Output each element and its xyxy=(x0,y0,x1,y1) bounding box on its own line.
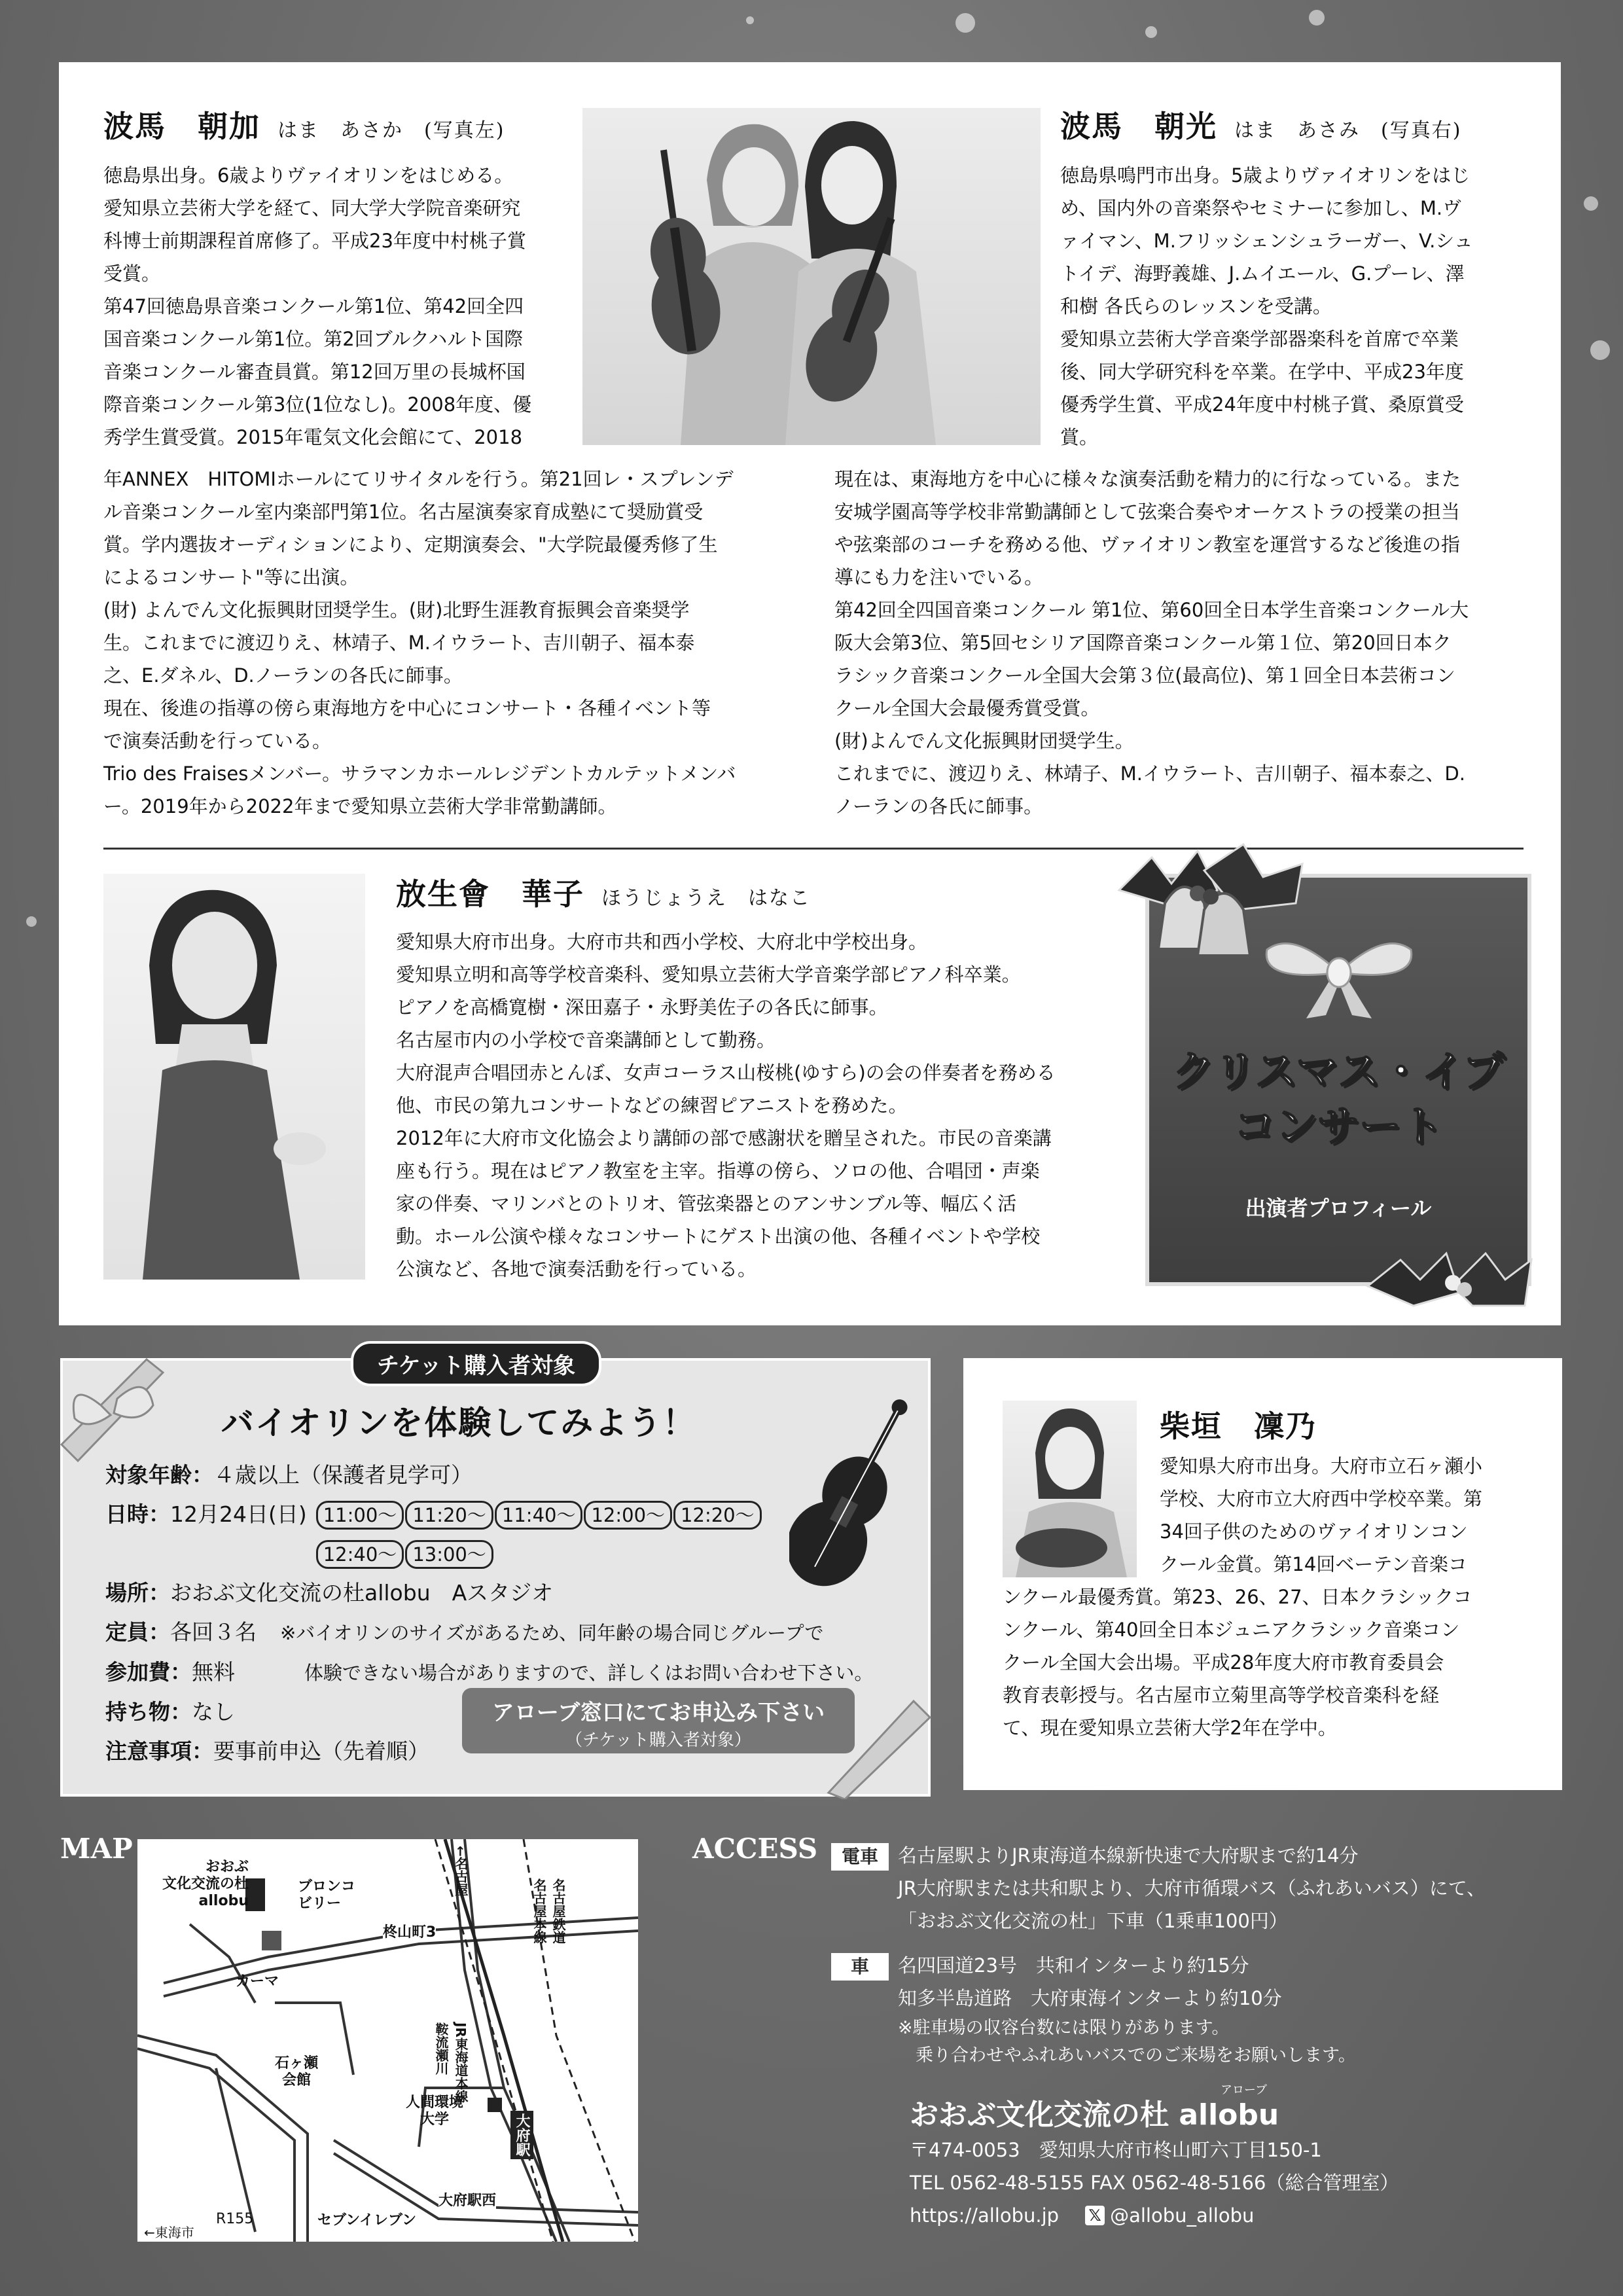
bio-line: ァイマン、M.フリッシェンシュラーガー、V.シュ xyxy=(1060,230,1473,252)
bio-line: 阪大会第3位、第5回セシリア国際音楽コンクール第１位、第20回日本ク xyxy=(834,632,1452,654)
bio-line: 学校、大府市立大府西中学校卒業。第 xyxy=(1160,1488,1483,1510)
time-slot: 12:20〜 xyxy=(673,1501,762,1530)
bio-line: 受賞。 xyxy=(103,262,161,285)
access-section xyxy=(831,1839,1584,2232)
bokeh-light xyxy=(1309,10,1325,26)
bio-line: 徳島県出身。6歳よりヴァイオリンをはじめる。 xyxy=(103,164,514,187)
access-train xyxy=(831,1839,1584,1937)
time-slot: 12:00〜 xyxy=(584,1501,672,1530)
time-slot: 13:00〜 xyxy=(405,1540,493,1569)
train-tag: 電車 xyxy=(831,1843,889,1871)
map-label-obu-west: 大府駅西 xyxy=(438,2189,496,2210)
access-heading: ACCESS xyxy=(692,1833,818,1865)
map-label-kama: カーマ xyxy=(236,1973,279,1990)
bio-line: 愛知県大府市出身。大府市共和西小学校、大府北中学校出身。 xyxy=(396,931,928,953)
bio-line: 現在、後進の指導の傍ら東海地方を中心にコンサート・各種イベント等 xyxy=(103,697,711,719)
profile-bio-continued xyxy=(1003,1581,1552,1744)
venue-info xyxy=(910,2084,1584,2232)
venue-address: 〒474-0053 愛知県大府市柊山町六丁目150-1 xyxy=(910,2139,1322,2161)
train-line: 名古屋駅よりJR東海道本線新快速で大府駅まで約14分 xyxy=(898,1844,1359,1867)
bio-line: 愛知県大府市出身。大府市立石ヶ瀬小 xyxy=(1160,1455,1483,1477)
bio-line: 教育表彰授与。名古屋市立菊里高等学校音楽科を経 xyxy=(1003,1684,1440,1706)
violin-trial-box xyxy=(60,1353,931,1797)
bio-line: ンクール、第40回全日本ジュニアクラシック音楽コン xyxy=(1003,1619,1460,1641)
bio-line: 動。ホール公演や様々なコンサートにゲスト出演の他、各種イベントや学校 xyxy=(396,1225,1041,1247)
trial-title: バイオリンを体験してみよう！ xyxy=(221,1404,697,1442)
bio-line: 科博士前期課程首席修了。平成23年度中村桃子賞 xyxy=(103,230,526,252)
apply-line2: （チケット購入者対象） xyxy=(565,1731,751,1750)
map-label-nagoya: ←名古屋 xyxy=(453,1846,469,1896)
bio-line: や弦楽部のコーチを務める他、ヴァイオリン教室を運営するなど後進の指 xyxy=(834,533,1460,556)
map-label-tokai: ←東海市 xyxy=(144,2225,194,2240)
bio-line: ンクール最優秀賞。第23、26、27、日本クラシックコ xyxy=(1003,1586,1472,1608)
capacity-note-2: 体験できない場合がありますので、詳しくはお問い合わせ下さい。 xyxy=(304,1662,874,1684)
profile-name: 波馬 朝加 はま あさか (写真左) xyxy=(103,109,505,144)
rino-photo xyxy=(1003,1401,1137,1577)
bio-line: て、現在愛知県立芸術大学2年在学中。 xyxy=(1003,1717,1337,1739)
trial-items: 持ち物：なし xyxy=(105,1699,235,1725)
train-line: JR大府駅または共和駅より、大府市循環バス（ふれあいバス）にて、 xyxy=(898,1877,1486,1899)
profile-bio xyxy=(1060,159,1544,454)
bio-line: (財)よんでん文化振興財団奨学生。 xyxy=(834,730,1134,752)
ribbon-corner-icon xyxy=(815,1688,933,1799)
bio-line: め、国内外の音楽祭やセミナーに参加し、M.ヴ xyxy=(1060,197,1462,219)
bio-line: 2012年に大府市文化協会より講師の部で感謝状を贈呈された。市民の音楽講 xyxy=(396,1127,1052,1149)
time-slot: 12:40〜 xyxy=(316,1540,404,1569)
bio-line: 34回子供のためのヴァイオリンコン xyxy=(1160,1520,1468,1543)
x-account-link[interactable]: @allobu_allobu xyxy=(1110,2204,1255,2227)
bio-line: ー。2019年から2022年まで愛知県立芸術大学非常勤講師。 xyxy=(103,795,617,817)
bio-line: ラシック音楽コンクール全国大会第３位(最高位)、第１回全日本芸術コン xyxy=(834,664,1455,687)
time-slot: 11:00〜 xyxy=(316,1501,404,1530)
profile-bio xyxy=(1160,1450,1552,1581)
bio-line: Trio des Fraisesメンバー。サラマンカホールレジデントカルテットメンバ xyxy=(103,762,736,785)
map-label-seven: セブンイレブン xyxy=(317,2209,416,2229)
access-car xyxy=(831,1949,1584,2070)
map-label-obu-station: 大府駅 xyxy=(510,2111,533,2159)
bio-line: 愛知県立芸術大学を経て、同大学大学院音楽研究 xyxy=(103,197,521,219)
venue-ruby: アローブ xyxy=(1221,2083,1268,2097)
map-label-ningen: 人間環境 大学 xyxy=(406,2094,464,2128)
profile-hanako xyxy=(396,870,1168,1285)
bio-line: によるコンサート"等に出演。 xyxy=(103,566,359,588)
bio-line: クール全国大会最優秀賞受賞。 xyxy=(834,697,1100,719)
bio-line: ノーランの各氏に師事。 xyxy=(834,795,1043,817)
capacity-note: ※バイオリンのサイズがあるため、同年齢の場合同じグループで xyxy=(280,1622,824,1644)
profile-kana: ほうじょうえ はなこ xyxy=(601,887,811,910)
card-title xyxy=(1149,1045,1527,1155)
map-label-jr: JR東海道本線 xyxy=(453,2022,469,2103)
profiles-panel xyxy=(59,62,1561,1325)
venue-links xyxy=(910,2199,1584,2232)
card-title-line1: クリスマス・イブ xyxy=(1172,1048,1505,1096)
trial-place: 場所：おおぶ文化交流の杜allobu Aスタジオ xyxy=(105,1580,554,1605)
profile-bio xyxy=(103,159,627,454)
bio-line: 後、同大学研究科を卒業。在学中、平成23年度 xyxy=(1060,361,1464,383)
bio-line: 際音楽コンクール第3位(1位なし)。2008年度、優 xyxy=(103,393,532,416)
trial-age: 対象年齢：４歳以上（保護者見学可） xyxy=(105,1462,473,1488)
bio-line: クール全国大会出場。平成28年度大府市教育委員会 xyxy=(1003,1651,1444,1674)
car-line: 名四国道23号 共和インターより約15分 xyxy=(898,1954,1249,1977)
train-line: 「おおぶ文化交流の杜」下車（1乗車100円） xyxy=(898,1910,1288,1932)
trial-date: 日時：12月24日(日) 11:00〜 11:20〜 11:40〜 12:00〜 12:20〜12:40〜 13:00〜 xyxy=(105,1495,917,1573)
bio-line: 生。これまでに渡辺りえ、林靖子、M.イウラート、吉川朝子、福本泰 xyxy=(103,632,695,654)
card-title-line2: コンサート xyxy=(1234,1103,1443,1151)
bio-line: 年ANNEX HITOMIホールにてリサイタルを行う。第21回レ・スプレンデ xyxy=(103,468,734,490)
rino-profile-panel xyxy=(963,1358,1562,1790)
bio-line: 徳島県鳴門市出身。5歳よりヴァイオリンをはじ xyxy=(1060,164,1471,187)
map-label-meitetsu: 名古屋鉄道 名古屋本線 xyxy=(531,1878,566,1944)
time-slot: 11:20〜 xyxy=(405,1501,493,1530)
holly-leaves-icon xyxy=(1361,1227,1544,1319)
holly-bell-icon xyxy=(1106,831,1329,982)
bokeh-light xyxy=(1584,196,1598,211)
car-line: 知多半島道路 大府東海インターより約10分 xyxy=(898,1987,1282,2009)
bio-line: 現在は、東海地方を中心に様々な演奏活動を精力的に行なっている。また xyxy=(834,468,1461,490)
profile-name: 柴垣 凜乃 xyxy=(1160,1408,1317,1444)
website-link[interactable]: https://allobu.jp xyxy=(910,2204,1060,2227)
bio-line: 和樹 各氏らのレッスンを受講。 xyxy=(1060,295,1332,317)
bio-line: 大府混声合唱団赤とんぼ、女声コーラス山桜桃(ゆすら)の会の伴奏者を務める xyxy=(396,1062,1056,1084)
bio-line: 他、市民の第九コンサートなどの練習ピアニストを務めた。 xyxy=(396,1094,908,1117)
access-map xyxy=(137,1839,638,2242)
profile-asaka-bio-continued xyxy=(103,463,856,823)
profile-name: 放生會 華子 ほうじょうえ はなこ xyxy=(396,876,811,912)
profile-name: 波馬 朝光 はま あさみ (写真右) xyxy=(1060,109,1462,144)
time-slots xyxy=(316,1495,800,1573)
bio-line: ル音楽コンクール室内楽部門第1位。名古屋演奏家育成塾にて奨励賞受 xyxy=(103,501,704,523)
profile-kana: はま あさか (写真左) xyxy=(277,119,505,142)
ribbon-corner-icon xyxy=(55,1353,173,1464)
bio-line: 音楽コンクール審査員賞。第12回万里の長城杯国 xyxy=(103,361,526,383)
venue-tel: TEL 0562-48-5155 FAX 0562-48-5166（総合管理室） xyxy=(910,2172,1399,2194)
bio-line: (財) よんでん文化振興財団奨学生。(財)北野生涯教育振興会音楽奨学 xyxy=(103,599,690,621)
bio-line: 公演など、各地で演奏活動を行っている。 xyxy=(396,1258,757,1280)
bio-line: これまでに、渡辺りえ、林靖子、M.イウラート、吉川朝子、福本泰之、D. xyxy=(834,762,1465,785)
map-label-bronco: ブロンコ ビリー xyxy=(298,1878,356,1912)
bio-line: 家の伴奏、マリンバとのトリオ、管弦楽器とのアンサンブル等、幅広く活 xyxy=(396,1193,1017,1215)
venue-name: おおぶ文化交流の杜 allobu xyxy=(910,2098,1279,2132)
bio-line: 賞。学内選抜オーディションにより、定期演奏会、"大学院最優秀修了生 xyxy=(103,533,718,556)
map-heading: MAP xyxy=(60,1833,133,1865)
profile-kana: はま あさみ (写真右) xyxy=(1234,119,1462,142)
map-label-kyoryu: 鞍流瀬川 xyxy=(433,2022,449,2075)
bio-line: 国音楽コンクール第1位。第2回ブルクハルト国際 xyxy=(103,328,524,350)
map-label-venue: おおぶ 文化交流の杜 allobu xyxy=(162,1859,249,1909)
profile-asami-bio-continued xyxy=(834,463,1548,823)
bio-line: 名古屋市内の小学校で音楽講師として勤務。 xyxy=(396,1029,776,1051)
card-subtitle: 出演者プロフィール xyxy=(1245,1196,1432,1221)
bio-line: 之、E.ダネル、D.ノーランの各氏に師事。 xyxy=(103,664,463,687)
bio-line: ピアノを高橋寛樹・深田嘉子・永野美佐子の各氏に師事。 xyxy=(396,996,888,1018)
bokeh-light xyxy=(1590,340,1610,360)
bio-line: で演奏活動を行っている。 xyxy=(103,730,332,752)
trial-capacity: 定員：各回３名 ※バイオリンのサイズがあるため、同年齢の場合同じグループで xyxy=(105,1619,824,1645)
bio-line: 導にも力を注いでいる。 xyxy=(834,566,1044,588)
map-label-ishigase: 石ヶ瀬 会館 xyxy=(275,2055,319,2089)
profile-asami xyxy=(1060,103,1544,454)
bio-line: 第47回徳島県音楽コンクール第1位、第42回全四 xyxy=(103,295,524,317)
bio-line: 安城学園高等学校非常勤講師として弦楽合奏やオーケストラの授業の担当 xyxy=(834,501,1460,523)
bio-line: 優秀学生賞、平成24年度中村桃子賞、桑原賞受 xyxy=(1060,393,1464,416)
bokeh-light xyxy=(26,916,37,927)
bio-line: 秀学生賞受賞。2015年電気文化会館にて、2018 xyxy=(103,426,523,448)
bokeh-light xyxy=(746,16,754,24)
profile-bio xyxy=(396,925,1168,1285)
map-label-r155: R155 xyxy=(216,2211,254,2227)
map-label-masuyama: 柊山町3 xyxy=(383,1921,436,1941)
apply-button[interactable] xyxy=(462,1688,855,1753)
bokeh-light xyxy=(955,13,975,33)
bio-line: トイデ、海野義雄、J.ムイエール、G.プーレ、澤 xyxy=(1060,262,1465,285)
bio-line: 愛知県立芸術大学音楽学部器楽科を首席で卒業 xyxy=(1060,328,1459,350)
profile-asaka xyxy=(103,103,627,454)
bio-line: 愛知県立明和高等学校音楽科、愛知県立芸術大学音楽学部ピアノ科卒業。 xyxy=(396,963,1021,986)
trial-notice: 注意事項：要事前申込（先着順） xyxy=(105,1738,429,1764)
car-line: ※駐車場の収容台数には限りがあります。 xyxy=(898,2018,1230,2038)
bio-line: 第42回全四国音楽コンクール 第1位、第60回全日本学生音楽コンクール大 xyxy=(834,599,1469,621)
apply-line1: アローブ窓口にてお申込み下さい xyxy=(491,1700,825,1726)
bio-line: 賞。 xyxy=(1060,426,1099,448)
bio-line: クール金賞。第14回ベーテン音楽コ xyxy=(1160,1553,1467,1575)
car-tag: 車 xyxy=(831,1953,889,1981)
time-slot: 11:40〜 xyxy=(495,1501,583,1530)
trial-badge: チケット購入者対象 xyxy=(351,1341,601,1386)
duo-photo xyxy=(582,108,1041,445)
bio-line: 座も行う。現在はピアノ教室を主宰。指導の傍ら、ソロの他、合唱団・声楽 xyxy=(396,1160,1040,1182)
x-logo-icon: 𝕏 xyxy=(1085,2206,1105,2225)
bokeh-light xyxy=(1145,26,1157,38)
car-line: 乗り合わせやふれあいバスでのご来場をお願いします。 xyxy=(898,2045,1356,2066)
trial-fee: 参加費：無料 体験できない場合がありますので、詳しくはお問い合わせ下さい。 xyxy=(105,1659,874,1685)
hanako-photo xyxy=(103,874,365,1280)
